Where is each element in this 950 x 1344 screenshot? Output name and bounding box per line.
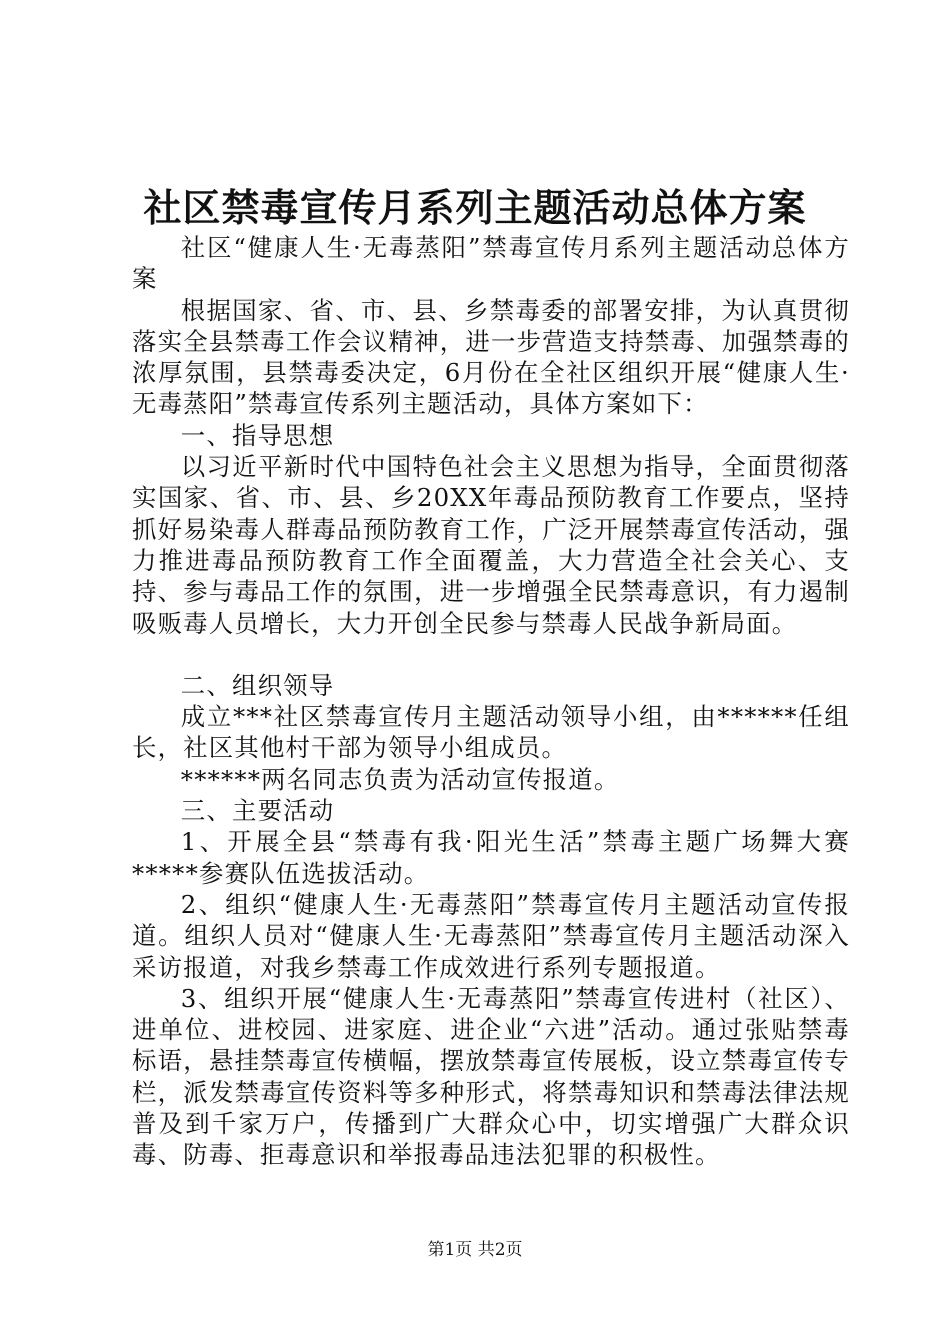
page-number-footer: 第1页 共2页 — [427, 1240, 523, 1260]
section-heading-guiding-ideology: 一、指导思想 — [180, 420, 335, 450]
activity-item-3: 3、组织开展“健康人生·无毒蒸阳”禁毒宣传进村（社区）、进单位、进校园、进家庭、进企业“六进”活动。通过张贴禁毒标语，悬挂禁毒宣传横幅，摆放禁毒宣传展板，设立禁毒宣传专栏，派发禁毒宣传资料等多种形式，将禁毒知识和禁毒法律法规普及到千家万户，传播到广大群众心中，切实增强广大群众识毒、防毒、拒毒意识和举报毒品违法犯罪的积极性。 — [132, 983, 850, 1170]
activity-item-1: 1、开展全县“禁毒有我·阳光生活”禁毒主题广场舞大赛*****参赛队伍选拔活动。 — [132, 827, 850, 888]
section-heading-main-activities: 三、主要活动 — [180, 796, 335, 826]
activity-item-2: 2、组织“健康人生·无毒蒸阳”禁毒宣传月主题活动宣传报道。组织人员对“健康人生·无毒蒸阳”禁毒宣传月主题活动深入采访报道，对我乡禁毒工作成效进行系列专题报道。 — [132, 889, 850, 982]
document-body — [132, 232, 850, 1171]
organization-paragraph: 成立***社区禁毒宣传月主题活动领导小组，由******任组长，社区其他村干部为领导小组成员。 — [132, 702, 850, 763]
publicity-paragraph: ******两名同志负责为活动宣传报道。 — [180, 764, 620, 794]
guiding-ideology-paragraph: 以习近平新时代中国特色社会主义思想为指导，全面贯彻落实国家、省、市、县、乡20XX年毒品预防教育工作要点，坚持抓好易染毒人群毒品预防教育工作，广泛开展禁毒宣传活动，强力推进毒品预防教育工作全面覆盖，大力营造全社会关心、支持、参与毒品工作的氛围，进一步增强全民禁毒意识，有力遏制吸贩毒人员增长，大力开创全民参与禁毒人民战争新局面。 — [132, 452, 850, 638]
document-title: 社区禁毒宣传月系列主题活动总体方案 — [143, 185, 807, 230]
intro-paragraph: 根据国家、省、市、县、乡禁毒委的部署安排，为认真贯彻落实全县禁毒工作会议精神，进一步营造支持禁毒、加强禁毒的浓厚氛围，县禁毒委决定，6月份在全社区组织开展“健康人生·无毒蒸阳”禁毒宣传系列主题活动，具体方案如下： — [132, 295, 850, 419]
subtitle-paragraph: 社区“健康人生·无毒蒸阳”禁毒宣传月系列主题活动总体方案 — [132, 233, 850, 294]
section-heading-organization: 二、组织领导 — [180, 670, 335, 700]
